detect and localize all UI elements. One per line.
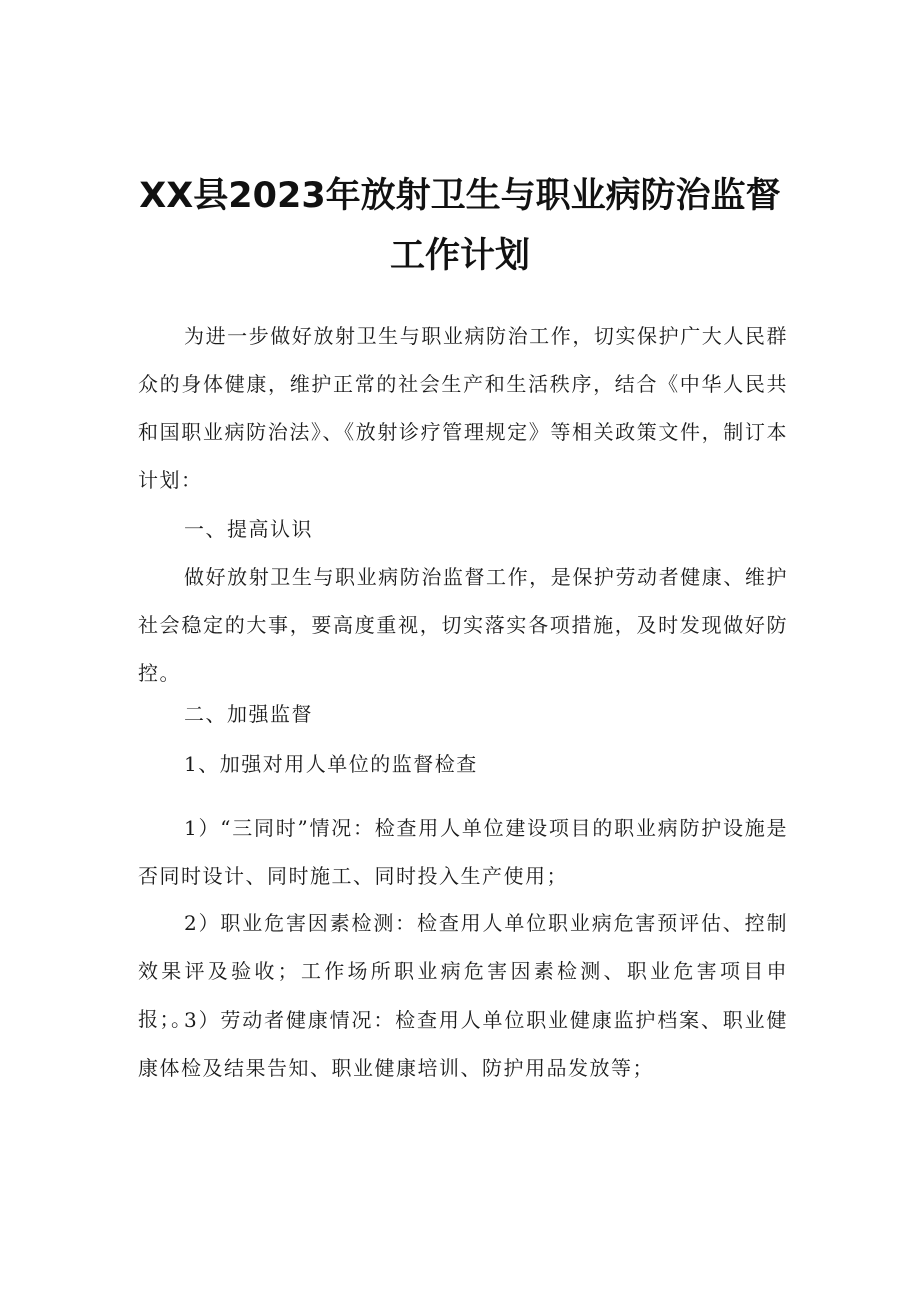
section-2-item-2: 2）职业危害因素检测：检查用人单位职业病危害预评估、控制效果评及验收；工作场所职业病危害因素检测、职业危害项目申报；。	[138, 911, 788, 1031]
intro-paragraph: 为进一步做好放射卫生与职业病防治工作，切实保护广大人民群众的身体健康，维护正常的社会生产和生活秩序，结合《中华人民共和国职业病防治法》、《放射诊疗管理规定》等相关政策文件，制订本计划：	[138, 324, 788, 492]
document-title-line-1: XX县2023年放射卫生与职业病防治监督	[139, 176, 781, 216]
section-2-item-1: 1）“三同时”情况：检查用人单位建设项目的职业病防护设施是否同时设计、同时施工、同时投入生产使用；	[138, 816, 788, 888]
section-2-item-3: 3）劳动者健康情况：检查用人单位职业健康监护档案、职业健康体检及结果告知、职业健康培训、防护用品发放等；	[138, 1008, 788, 1080]
section-2-subheading: 1、加强对用人单位的监督检查	[184, 752, 478, 776]
section-heading-1: 一、提高认识	[184, 517, 313, 541]
document-title-line-2: 工作计划	[389, 236, 530, 276]
section-1-body: 做好放射卫生与职业病防治监督工作，是保护劳动者健康、维护社会稳定的大事，要高度重视，切实落实各项措施，及时发现做好防控。	[138, 565, 788, 685]
section-heading-2: 二、加强监督	[184, 702, 313, 726]
